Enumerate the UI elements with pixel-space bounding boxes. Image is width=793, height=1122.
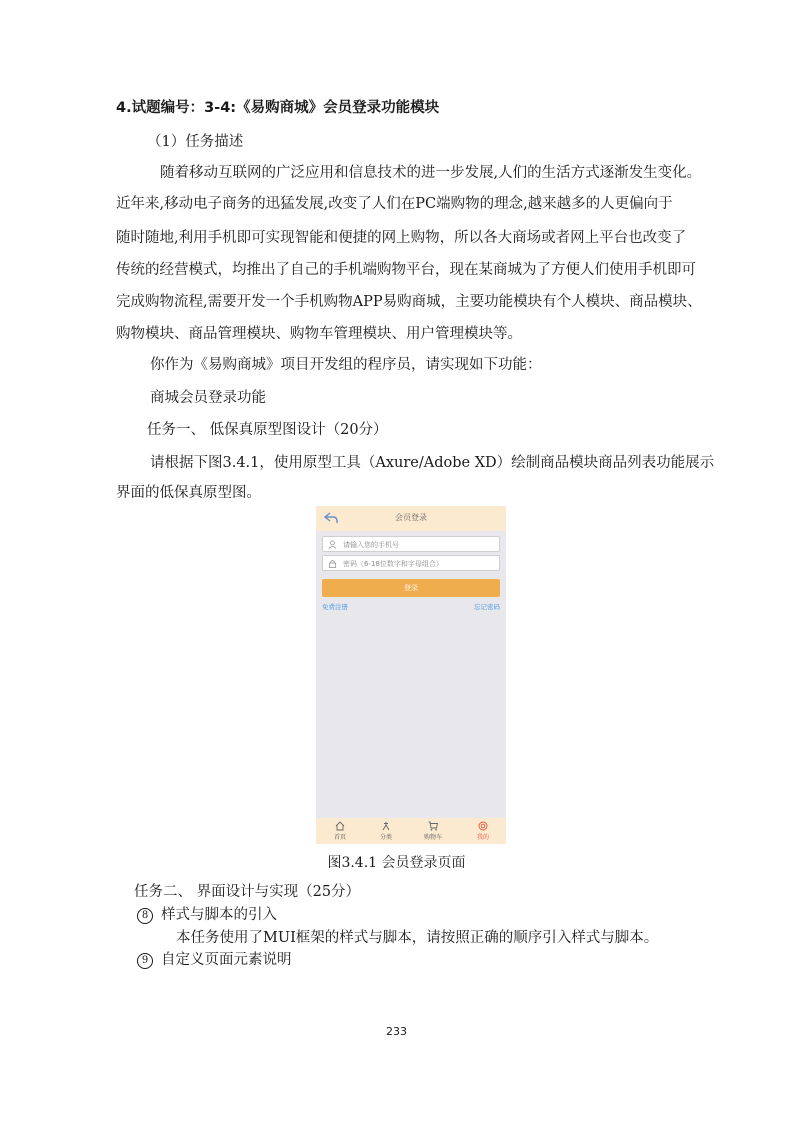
mockup-title: 会员登录 [395,513,427,522]
login-button-label: 登录 [404,584,418,592]
role-line: 你作为《易购商城》项目开发组的程序员，请实现如下功能： [150,357,542,373]
item-8-number: 8 [137,908,153,924]
tab-cart[interactable] [418,821,448,841]
register-link[interactable]: 免费注册 [322,603,348,611]
task1-description-cont: 界面的低保真原型图。 [116,485,261,501]
item-8-description: 本任务使用了MUI框架的样式与脚本，请按照正确的顺序引入样式与脚本。 [176,930,659,946]
paragraph-line: 随时随地,利用手机即可实现智能和便捷的网上购物，所以各大商场或者网上平台也改变了 [116,230,687,246]
mockup-header [316,506,506,531]
category-icon [381,821,391,831]
login-button[interactable] [322,579,500,597]
bottom-tab-bar [316,818,506,844]
tab-home[interactable] [325,821,355,841]
task2-title: 任务二、 界面设计与实现（25分） [134,884,361,900]
task1-description: 请根据下图3.4.1，使用原型工具（Axure/Adobe XD）绘制商品模块商品列表功能展示 [150,455,715,471]
task1-title: 任务一、 低保真原型图设计（20分） [147,422,388,438]
feature-line: 商城会员登录功能 [150,390,266,406]
item-9 [137,950,292,970]
login-page-mockup [316,506,506,844]
tab-cart-label: 购物车 [423,834,442,841]
tab-category-label: 分类 [379,834,392,841]
cart-icon [428,821,438,831]
item-9-title: 自定义页面元素说明 [161,952,292,968]
paragraph-line: 传统的经营模式，均推出了自己的手机端购物平台，现在某商城为了方便人们使用手机即可 [116,262,696,278]
profile-icon [478,821,488,831]
figure-caption: 图3.4.1 会员登录页面 [327,855,466,871]
page-number: 233 [386,1025,407,1038]
item-9-number: 9 [137,953,153,969]
home-icon [335,821,345,831]
tab-category[interactable] [371,821,401,841]
paragraph-line: 随着移动互联网的广泛应用和信息技术的进一步发展,人们的生活方式逐渐发生变化。 [160,165,702,181]
forgot-password-link[interactable]: 忘记密码 [474,603,500,611]
task-description-title: （1）任务描述 [147,134,244,150]
item-8 [137,905,277,925]
phone-number-input[interactable] [322,536,500,552]
tab-mine-label: 我的 [476,834,489,841]
lock-icon [328,559,337,568]
paragraph-line: 购物模块、商品管理模块、购物车管理模块、用户管理模块等。 [116,326,522,342]
item-8-title: 样式与脚本的引入 [161,907,277,923]
tab-home-label: 首页 [333,834,346,841]
paragraph-line: 近年来,移动电子商务的迅猛发展,改变了人们在PC端购物的理念,越来越多的人更偏向于 [116,196,673,212]
paragraph-line: 完成购物流程,需要开发一个手机购物APP易购商城，主要功能模块有个人模块、商品模块、 [116,294,702,310]
password-input[interactable] [322,555,500,571]
question-heading: 4.试题编号：3-4:《易购商城》会员登录功能模块 [116,100,440,116]
tab-mine[interactable] [468,821,498,841]
password-placeholder: 密码（6-18位数字和字母组合） [343,560,443,568]
phone-placeholder: 请输入您的手机号 [343,541,399,549]
user-icon [328,540,337,549]
